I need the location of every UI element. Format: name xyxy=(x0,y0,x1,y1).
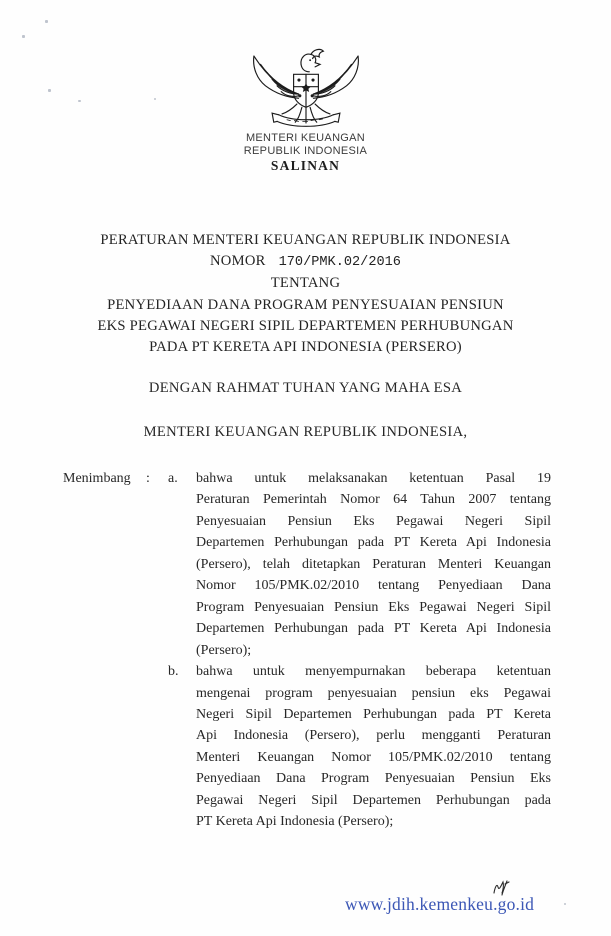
ministry-name-line1: MENTERI KEUANGAN xyxy=(245,132,366,144)
number-label: NOMOR xyxy=(210,253,266,270)
text-line: Peraturan Pemerintah Nomor 64 Tahun 2007 tentang xyxy=(196,492,551,508)
text-line: (Persero); xyxy=(196,642,252,658)
text-line: Penyediaan Dana Program Penyesuaian Pensiun Eks xyxy=(196,771,551,787)
text-line: Departemen Perhubungan pada PT Kereta Api Indonesia xyxy=(196,535,551,551)
item-text xyxy=(196,468,551,661)
text-line: Program Penyesuaian Pensiun Eks Pegawai Negeri Sipil xyxy=(196,599,551,615)
about-label: TENTANG xyxy=(270,275,341,292)
text-line: bahwa untuk melaksanakan ketentuan Pasal 19 xyxy=(196,471,551,486)
text-line: Nomor 105/PMK.02/2010 tentang Penyediaan Dana xyxy=(196,578,551,594)
ministry-name-line2: REPUBLIK INDONESIA xyxy=(243,145,368,157)
copy-stamp: SALINAN xyxy=(270,158,341,173)
consideration-item xyxy=(168,661,551,833)
text-line: Menteri Keuangan Nomor 105/PMK.02/2010 tentang xyxy=(196,749,551,765)
text-line: Pegawai Negeri Sipil Departemen Perhubungan pada xyxy=(196,792,551,808)
letterhead-emblem xyxy=(0,46,611,134)
consideration-item xyxy=(168,468,551,661)
text-line: Departemen Perhubungan pada PT Kereta Api Indonesia xyxy=(196,621,551,637)
text-line: (Persero), telah ditetapkan Peraturan Menteri Keuangan xyxy=(196,556,551,572)
invocation-line: DENGAN RAHMAT TUHAN YANG MAHA ESA xyxy=(148,380,463,396)
text-line: bahwa untuk menyempurnakan beberapa ketentuan xyxy=(196,664,551,680)
consideration-items xyxy=(168,468,551,833)
garuda-pancasila-emblem xyxy=(244,46,368,129)
considerations-separator: : xyxy=(146,471,150,486)
text-line: Api Indonesia (Persero), perlu mengganti Peraturan xyxy=(196,728,551,744)
item-marker: b. xyxy=(168,664,179,680)
item-text xyxy=(196,661,551,833)
text-line: Negeri Sipil Departemen Perhubungan pada PT Kereta xyxy=(196,706,551,722)
footer-url: www.jdih.kemenkeu.go.id xyxy=(345,894,535,914)
text-line: mengenai program penyesuaian pensiun eks Pegawai xyxy=(196,685,551,701)
considerations-label: Menimbang xyxy=(63,471,131,486)
scan-speck xyxy=(564,903,566,905)
handwritten-initials-mark xyxy=(491,878,515,898)
text-line: PT Kereta Api Indonesia (Persero); xyxy=(196,814,394,830)
text-line: Penyesuaian Pensiun Eks Pegawai Negeri Sipil xyxy=(196,513,551,529)
scan-speck xyxy=(22,35,25,38)
regulation-heading: PERATURAN MENTERI KEUANGAN REPUBLIK INDONESIA xyxy=(100,232,511,248)
title-block xyxy=(0,230,611,358)
number-value: 170/PMK.02/2016 xyxy=(278,255,401,271)
subject-line: PADA PT KERETA API INDONESIA (PERSERO) xyxy=(149,339,462,356)
issuer-line: MENTERI KEUANGAN REPUBLIK INDONESIA, xyxy=(143,424,468,440)
scan-speck xyxy=(45,20,48,23)
item-marker: a. xyxy=(168,471,178,486)
regulation-number-line xyxy=(0,251,611,273)
subject-line: PENYEDIAAN DANA PROGRAM PENYESUAIAN PENSIUN xyxy=(107,296,504,313)
subject-line: EKS PEGAWAI NEGERI SIPIL DEPARTEMEN PERHUBUNGAN xyxy=(97,317,514,334)
